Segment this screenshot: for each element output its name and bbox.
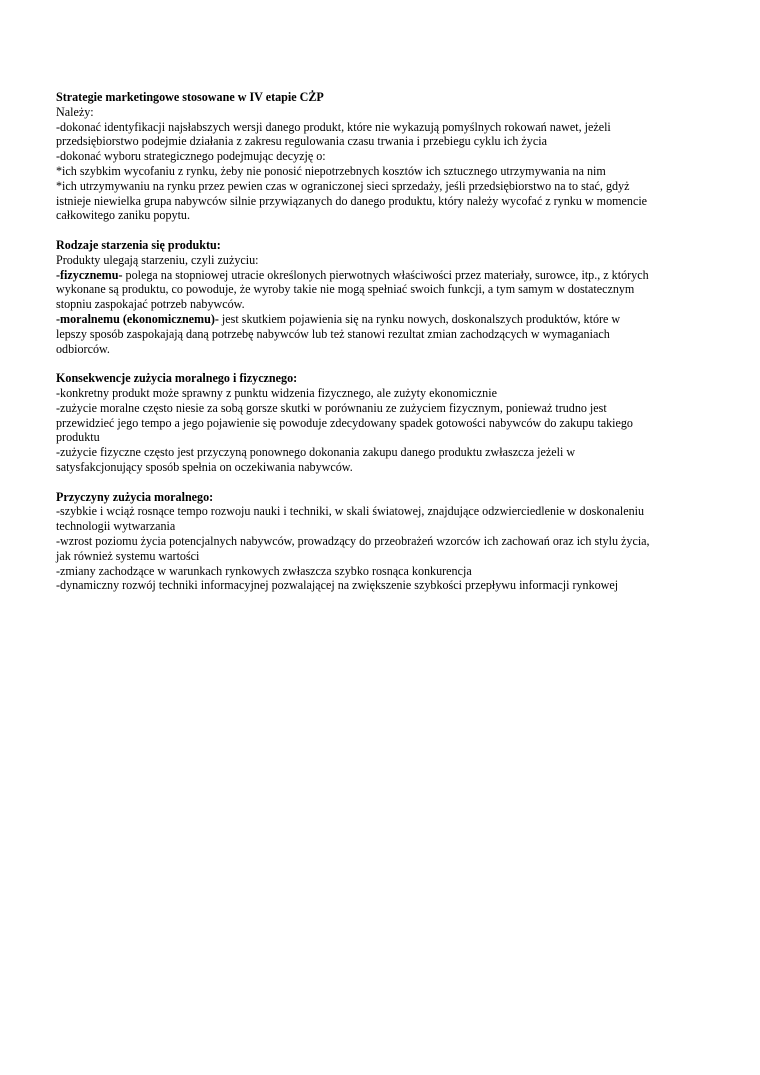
text-line: satysfakcjonujący sposób spełnia on oczekiwania nabywców.	[56, 459, 353, 474]
text-line-moral	[56, 312, 696, 327]
section-heading: Konsekwencje zużycia moralnego i fizycznego:	[56, 371, 298, 386]
text-line: *ich utrzymywaniu na rynku przez pewien czas w ograniczonej sieci sprzedaży, jeśli przedsiębiorstwo na to stać, gdyż	[56, 178, 630, 193]
text-line: całkowitego zaniku popytu.	[56, 208, 191, 223]
text-line: *ich szybkim wycofaniu z rynku, żeby nie ponosić niepotrzebnych kosztów ich sztucznego utrzymywania na nim	[56, 163, 606, 178]
section-heading: Strategie marketingowe stosowane w IV etapie CŻP	[56, 90, 324, 104]
text-line: -dokonać identyfikacji najsłabszych wersji danego produkt, które nie wykazują pomyślnych rokowań nawet, jeżeli	[56, 119, 611, 134]
text-line: -zmiany zachodzące w warunkach rynkowych zwłaszcza szybko rosnąca konkurencja	[56, 563, 472, 578]
text-line: istnieje niewielka grupa nabywców silnie przywiązanych do danego produktu, który należy wycofać z rynku w momencie	[56, 193, 648, 208]
text-line: technologii wytwarzania	[56, 519, 176, 534]
text-line: odbiorców.	[56, 341, 110, 356]
text-line: -konkretny produkt może sprawny z punktu widzenia fizycznego, ale zużyty ekonomicznie	[56, 385, 497, 400]
text-line: -szybkie i wciąż rosnące tempo rozwoju nauki i techniki, w skali światowej, znajdujące odzwierciedlenie w doskonaleniu	[56, 504, 645, 519]
text-line: lepszy sposób zaspokajają daną potrzebę nabywców lub też stanowi rezultat zmian zachodzących w wymaganiach	[56, 326, 610, 341]
text-line: produktu	[56, 430, 100, 445]
section-heading: Przyczyny zużycia moralnego:	[56, 489, 214, 504]
document-page	[56, 90, 696, 608]
term-moral-description: jest skutkiem pojawienia się na rynku nowych, doskonalszych produktów, które w	[218, 311, 621, 326]
section-causes	[56, 490, 696, 594]
text-line: -dokonać wyboru strategicznego podejmując decyzję o:	[56, 149, 326, 164]
text-line: jak również systemu wartości	[56, 548, 200, 563]
text-line: Należy:	[56, 104, 94, 119]
text-line: przewidzieć jego tempo a jego pojawienie się powoduje zdecydowany spadek gotowości nabywców do zakupu takiego	[56, 415, 633, 430]
text-line: Produkty ulegają starzeniu, czyli zużyciu:	[56, 252, 259, 267]
text-line-physical	[56, 268, 696, 283]
section-consequences	[56, 371, 696, 475]
term-physical: -fizycznemu-	[56, 267, 123, 282]
term-physical-description: polega na stopniowej utracie określonych pierwotnych właściwości przez materiały, surowce, itp., z których	[122, 267, 649, 282]
text-line: stopniu zaspokajać potrzeb nabywców.	[56, 297, 245, 312]
text-line: -zużycie moralne często niesie za sobą gorsze skutki w porównaniu ze zużyciem fizycznym, ponieważ trudno jest	[56, 400, 607, 415]
section-heading: Rodzaje starzenia się produktu:	[56, 237, 221, 252]
text-line: wykonane są produktu, co powoduje, że wyroby takie nie mogą spełniać swoich funkcji, a tym samym w dostatecznym	[56, 282, 635, 297]
term-moral: -moralnemu (ekonomicznemu)-	[56, 311, 219, 326]
text-line: -zużycie fizyczne często jest przyczyną ponownego dokonania zakupu danego produktu zwłaszcza jeżeli w	[56, 445, 576, 460]
text-line: -wzrost poziomu życia potencjalnych nabywców, prowadzący do przeobrażeń wzorców ich zachowań oraz ich stylu życia,	[56, 533, 650, 548]
text-line: -dynamiczny rozwój techniki informacyjnej pozwalającej na zwiększenie szybkości przepływu informacji rynkowej	[56, 578, 619, 593]
section-strategies	[56, 90, 696, 223]
text-line: przedsiębiorstwo podejmie działania z zakresu regulowania czasu trwania i przebiegu cyklu ich życia	[56, 134, 547, 149]
section-aging-types	[56, 238, 696, 356]
